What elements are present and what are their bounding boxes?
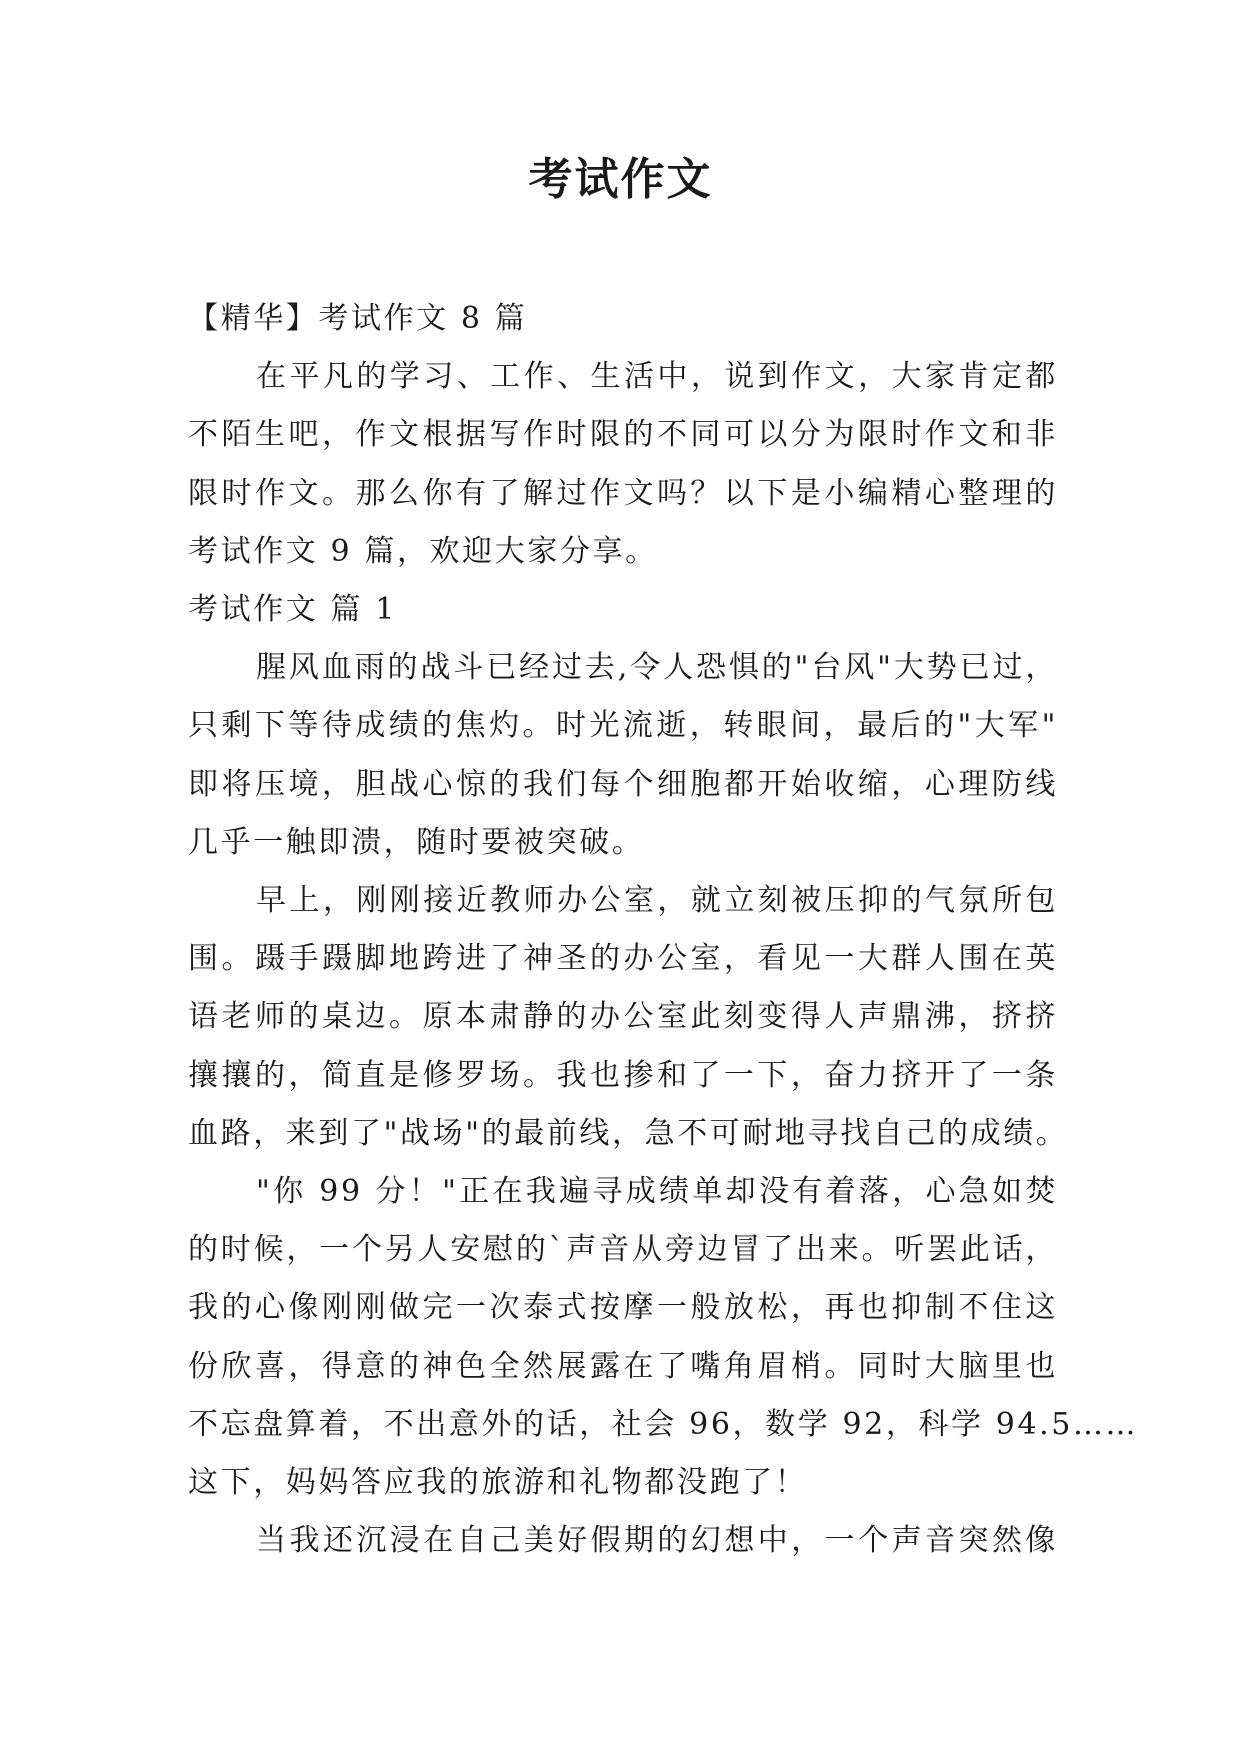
text-line: 只剩下等待成绩的焦灼。时光流逝，转眼间，最后的"大军" [188, 708, 1058, 744]
text-line: 份欣喜，得意的神色全然展露在了嘴角眉梢。同时大脑里也 [188, 1348, 1058, 1384]
text-line: 腥风血雨的战斗已经过去,令人恐惧的"台风"大势已过， [256, 650, 1058, 686]
text-line: "你 99 分！"正在我遍寻成绩单却没有着落，心急如焚 [256, 1174, 1058, 1210]
text-line: 这下，妈妈答应我的旅游和礼物都没跑了！ [188, 1465, 808, 1501]
text-line: 语老师的桌边。原本肃静的办公室此刻变得人声鼎沸，挤挤 [188, 999, 1058, 1035]
text-line: 血路，来到了"战场"的最前线，急不可耐地寻找自己的成绩。 [188, 1115, 1069, 1151]
text-line: 考试作文 篇 1 [188, 592, 397, 628]
text-line: 限时作文。那么你有了解过作文吗？以下是小编精心整理的 [188, 475, 1058, 511]
text-line: 【精华】考试作文 8 篇 [188, 301, 528, 336]
text-line: 的时候，一个另人安慰的`声音从旁边冒了出来。听罢此话， [188, 1232, 1058, 1268]
text-line: 不陌生吧，作文根据写作时限的不同可以分为限时作文和非 [188, 417, 1058, 453]
text-line: 攘攘的，简直是修罗场。我也掺和了一下，奋力挤开了一条 [188, 1057, 1058, 1093]
text-line: 在平凡的学习、工作、生活中，说到作文，大家肯定都 [256, 359, 1058, 395]
text-line: 几乎一触即溃，随时要被突破。 [188, 824, 645, 860]
document-title: 考试作文 [528, 154, 713, 205]
text-line: 当我还沉浸在自己美好假期的幻想中，一个声音突然像 [256, 1523, 1058, 1559]
text-line: 不忘盘算着，不出意外的话，社会 96，数学 92，科学 94.5…… [188, 1406, 1139, 1442]
text-line: 我的心像刚刚做完一次泰式按摩一般放松，再也抑制不住这 [188, 1290, 1058, 1326]
text-line: 即将压境，胆战心惊的我们每个细胞都开始收缩，心理防线 [188, 766, 1058, 802]
text-line: 围。蹑手蹑脚地跨进了神圣的办公室，看见一大群人围在英 [188, 941, 1058, 977]
text-line: 早上，刚刚接近教师办公室，就立刻被压抑的气氛所包 [256, 883, 1058, 919]
text-line: 考试作文 9 篇，欢迎大家分享。 [188, 533, 658, 569]
document-body [188, 290, 1139, 1570]
